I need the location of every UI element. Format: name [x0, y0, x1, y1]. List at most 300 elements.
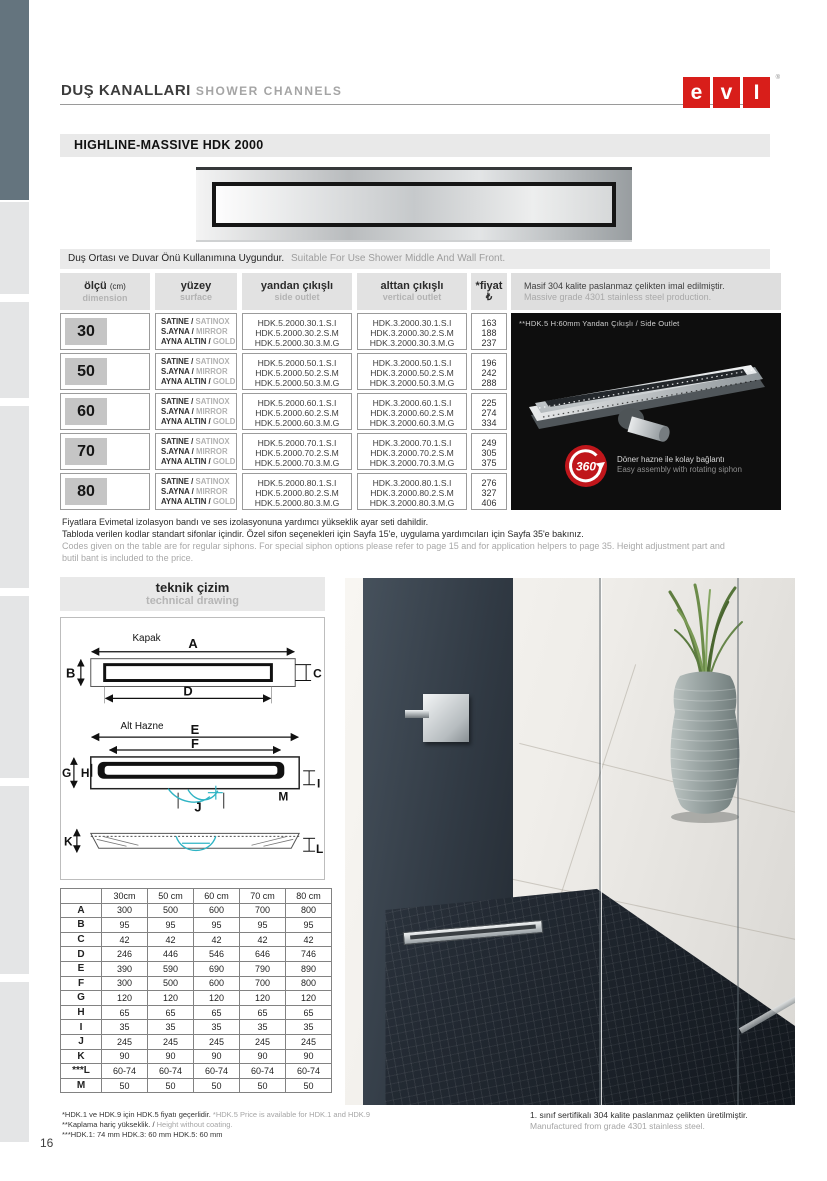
- surface-cell: [155, 353, 237, 390]
- product-code: HDK.5.2000.30.1.S.I: [257, 317, 337, 328]
- surface-line: [161, 397, 236, 407]
- col-side-tr: yandan çıkışlı: [260, 280, 334, 292]
- dim-value: 600: [194, 903, 240, 918]
- surface-cell: [155, 313, 237, 350]
- product-code: HDK.5.2000.50.3.M.G: [254, 377, 340, 388]
- product-code: HDK.3.2000.50.2.S.M: [370, 367, 454, 378]
- surface-name-en: SATINOX: [193, 437, 230, 446]
- footnote-1-en: *HDK.5 Price is available for HDK.1 and HDK.9: [210, 1110, 371, 1119]
- page-title-tr: DUŞ KANALLARI: [61, 82, 191, 99]
- product-code: HDK.5.2000.30.2.S.M: [255, 327, 339, 338]
- price-value: 288: [481, 377, 497, 388]
- dim-value: 42: [148, 932, 194, 947]
- price-value: 334: [481, 417, 497, 428]
- side-outlet-photo-card: [511, 313, 781, 510]
- footnote-2-tr: **Kaplama hariç yükseklik. /: [62, 1120, 155, 1129]
- price-value: 237: [481, 337, 497, 348]
- dim-value: 800: [286, 903, 332, 918]
- price-value: 406: [481, 497, 497, 508]
- price-cell: [471, 393, 507, 430]
- dim-label-c: C: [313, 666, 322, 681]
- left-rail-tab: [0, 302, 29, 398]
- product-row: [60, 473, 507, 510]
- dim-row-label: A: [61, 903, 102, 918]
- dim-value: 50: [102, 1078, 148, 1093]
- badge-caption: [617, 455, 742, 475]
- dim-value: 600: [194, 976, 240, 991]
- dim-value: 50: [194, 1078, 240, 1093]
- dim-value: 60-74: [102, 1064, 148, 1079]
- dim-value: 35: [102, 1020, 148, 1035]
- dim-row: [61, 976, 332, 991]
- surface-name-en: GOLD: [210, 457, 236, 466]
- surface-name-tr: AYNA ALTIN /: [161, 497, 211, 506]
- surface-name-tr: S.AYNA /: [161, 487, 194, 496]
- surface-name-en: MIRROR: [193, 407, 228, 416]
- dim-col-header: 60 cm: [194, 889, 240, 904]
- col-vertical-tr: alttan çıkışlı: [380, 280, 444, 292]
- shower-valve: [423, 694, 469, 742]
- intro-tr: Duş Ortası ve Duvar Önü Kullanımına Uygundur.: [68, 253, 285, 264]
- surface-line: [161, 337, 236, 347]
- dim-value: 90: [286, 1049, 332, 1064]
- dim-row-label: G: [61, 991, 102, 1006]
- dim-value: 746: [286, 947, 332, 962]
- dim-label-a: A: [188, 635, 198, 651]
- price-value: 327: [481, 487, 497, 498]
- surface-name-en: GOLD: [210, 497, 236, 506]
- glass-panel-highlight: [601, 578, 602, 1105]
- registered-mark: ®: [775, 75, 780, 81]
- dim-value: 90: [194, 1049, 240, 1064]
- size-value: 80: [65, 478, 107, 505]
- col-surface-tr: yüzey: [180, 280, 212, 292]
- side-outlet-codes: [242, 433, 352, 470]
- vertical-outlet-codes: [357, 313, 467, 350]
- vertical-outlet-codes: [357, 353, 467, 390]
- size-cell: [60, 393, 150, 430]
- size-cell: [60, 313, 150, 350]
- product-code: HDK.3.2000.60.2.S.M: [370, 407, 454, 418]
- col-vertical-en: vertical outlet: [382, 292, 442, 302]
- surface-name-tr: S.AYNA /: [161, 407, 194, 416]
- surface-line: [161, 437, 236, 447]
- dim-row: [61, 1078, 332, 1093]
- dim-value: 42: [240, 932, 286, 947]
- dim-value: 800: [286, 976, 332, 991]
- surface-name-tr: SATINE /: [161, 397, 194, 406]
- product-code: HDK.3.2000.30.3.M.G: [369, 337, 455, 348]
- section-title: HIGHLINE-MASSIVE HDK 2000: [60, 134, 770, 157]
- dim-row: [61, 918, 332, 933]
- size-value: 60: [65, 398, 107, 425]
- dim-label-f: F: [191, 736, 199, 752]
- surface-line: [161, 457, 236, 467]
- product-code: HDK.5.2000.60.1.S.I: [257, 397, 337, 408]
- rotation-360-badge: [563, 443, 609, 489]
- price-value: 249: [481, 437, 497, 448]
- size-value: 70: [65, 438, 107, 465]
- evi-logo: [683, 75, 780, 108]
- dim-value: 95: [286, 918, 332, 933]
- certificate-note: [530, 1110, 748, 1132]
- product-code: HDK.3.2000.80.2.S.M: [370, 487, 454, 498]
- dim-value: 60-74: [194, 1064, 240, 1079]
- surface-name-en: SATINOX: [193, 317, 230, 326]
- dim-label-k: K: [63, 834, 73, 849]
- surface-name-tr: AYNA ALTIN /: [161, 377, 211, 386]
- dim-value: 42: [286, 932, 332, 947]
- surface-name-tr: AYNA ALTIN /: [161, 337, 211, 346]
- certificate-note-en: Manufactured from grade 4301 stainless steel.: [530, 1121, 705, 1131]
- dim-value: 90: [148, 1049, 194, 1064]
- surface-name-tr: AYNA ALTIN /: [161, 457, 211, 466]
- logo-letter-box: v: [713, 77, 740, 108]
- material-note-en: Massive grade 4301 stainless steel production.: [524, 291, 712, 302]
- surface-line: [161, 367, 236, 377]
- dimension-table: [60, 888, 332, 1093]
- dim-row-label: K: [61, 1049, 102, 1064]
- price-value: 242: [481, 367, 497, 378]
- left-rail-tab: [0, 406, 29, 588]
- dim-value: 700: [240, 976, 286, 991]
- price-notes: [62, 516, 778, 564]
- surface-name-en: SATINOX: [193, 397, 230, 406]
- surface-cell: [155, 393, 237, 430]
- surface-line: [161, 327, 236, 337]
- technical-drawing-svg: [61, 618, 324, 879]
- valve-handle: [405, 710, 429, 718]
- surface-name-en: MIRROR: [193, 447, 228, 456]
- product-code: HDK.3.2000.70.2.S.M: [370, 447, 454, 458]
- size-cell: [60, 433, 150, 470]
- dim-label-g: G: [61, 765, 72, 780]
- dim-row-label: H: [61, 1005, 102, 1020]
- page-number: 16: [40, 1136, 54, 1150]
- size-cell: [60, 353, 150, 390]
- dim-row: [61, 932, 332, 947]
- header-rule: [60, 104, 770, 105]
- material-note: [511, 273, 781, 310]
- dim-value: 95: [102, 918, 148, 933]
- dim-label-i: I: [317, 776, 321, 791]
- col-header-price: [471, 273, 507, 310]
- dim-row: [61, 903, 332, 918]
- cover-label: Kapak: [132, 632, 161, 644]
- dim-value: 500: [148, 976, 194, 991]
- col-dimension-unit: (cm): [109, 281, 126, 291]
- dim-value: 246: [102, 947, 148, 962]
- dim-row-label: J: [61, 1034, 102, 1049]
- badge-value: 360: [575, 459, 597, 474]
- product-code: HDK.3.2000.80.3.M.G: [369, 497, 455, 508]
- surface-name-en: SATINOX: [193, 357, 230, 366]
- col-header-vertical-outlet: [357, 273, 467, 310]
- dim-value: 446: [148, 947, 194, 962]
- dim-row-label: C: [61, 932, 102, 947]
- dim-value: 790: [240, 961, 286, 976]
- dim-value: 90: [240, 1049, 286, 1064]
- note-line: Tabloda verilen kodlar standart sifonlar içindir. Özel sifon seçenekleri için Sayfa 15'e, uygulama yardımcıları için Sayfa 35'e bakınız.: [62, 529, 584, 539]
- dim-row-label: ***L: [61, 1064, 102, 1079]
- product-code: HDK.3.2000.30.1.S.I: [372, 317, 452, 328]
- product-code: HDK.3.2000.60.3.M.G: [369, 417, 455, 428]
- dim-value: 120: [102, 991, 148, 1006]
- dim-value: 95: [194, 918, 240, 933]
- dim-value: 300: [102, 976, 148, 991]
- col-side-en: side outlet: [274, 292, 320, 302]
- dim-col-header: 50 cm: [148, 889, 194, 904]
- dim-value: 35: [194, 1020, 240, 1035]
- dim-value: 95: [240, 918, 286, 933]
- surface-name-tr: SATINE /: [161, 437, 194, 446]
- product-code: HDK.3.2000.50.1.S.I: [372, 357, 452, 368]
- product-row: [60, 313, 507, 350]
- col-price-tr: *fiyat: [475, 279, 503, 292]
- product-code: HDK.5.2000.30.3.M.G: [254, 337, 340, 348]
- price-value: 276: [481, 477, 497, 488]
- dim-value: 65: [240, 1005, 286, 1020]
- dim-value: 65: [102, 1005, 148, 1020]
- product-code: HDK.5.2000.70.2.S.M: [255, 447, 339, 458]
- dim-value: 890: [286, 961, 332, 976]
- dim-value: 65: [148, 1005, 194, 1020]
- surface-line: [161, 477, 236, 487]
- surface-name-tr: SATINE /: [161, 317, 194, 326]
- product-code: HDK.3.2000.70.1.S.I: [372, 437, 452, 448]
- intro-strip: [60, 249, 770, 269]
- product-code: HDK.5.2000.50.1.S.I: [257, 357, 337, 368]
- price-cell: [471, 433, 507, 470]
- note-line: Codes given on the table are for regular siphons. For special siphon options please refer to page 15 and for application helpers to page 35. Height adjustment part and: [62, 541, 725, 551]
- col-dimension-tr: ölçü: [84, 279, 110, 292]
- dim-row-label: F: [61, 976, 102, 991]
- product-code: HDK.5.2000.60.3.M.G: [254, 417, 340, 428]
- dim-label-d: D: [183, 683, 193, 699]
- dim-value: 120: [286, 991, 332, 1006]
- surface-name-tr: S.AYNA /: [161, 367, 194, 376]
- size-value: 50: [65, 358, 107, 385]
- dim-value: 120: [148, 991, 194, 1006]
- dim-value: 35: [240, 1020, 286, 1035]
- dim-row-label: M: [61, 1078, 102, 1093]
- dim-row: [61, 1005, 332, 1020]
- surface-cell: [155, 433, 237, 470]
- dim-value: 245: [148, 1034, 194, 1049]
- dim-value: 245: [286, 1034, 332, 1049]
- surface-cell: [155, 473, 237, 510]
- technical-drawing: [60, 617, 325, 880]
- dim-value: 35: [286, 1020, 332, 1035]
- side-outlet-codes: [242, 393, 352, 430]
- dim-value: 50: [286, 1078, 332, 1093]
- product-row: [60, 353, 507, 390]
- price-value: 375: [481, 457, 497, 468]
- plant-vase: [640, 580, 770, 830]
- dim-value: 690: [194, 961, 240, 976]
- surface-name-en: SATINOX: [193, 477, 230, 486]
- shower-photo: [345, 578, 795, 1105]
- size-cell: [60, 473, 150, 510]
- surface-line: [161, 447, 236, 457]
- grass-plant: [670, 585, 742, 680]
- surface-line: [161, 377, 236, 387]
- product-row: [60, 433, 507, 470]
- vertical-outlet-codes: [357, 473, 467, 510]
- dim-row-label: D: [61, 947, 102, 962]
- certificate-note-tr: 1. sınıf sertifikalı 304 kalite paslanmaz çelikten üretilmiştir.: [530, 1110, 748, 1120]
- page-title-en: SHOWER CHANNELS: [195, 84, 343, 98]
- surface-name-tr: SATINE /: [161, 357, 194, 366]
- dim-value: 95: [148, 918, 194, 933]
- price-value: 163: [481, 317, 497, 328]
- dim-row: [61, 961, 332, 976]
- product-code: HDK.3.2000.70.3.M.G: [369, 457, 455, 468]
- surface-name-en: GOLD: [210, 337, 236, 346]
- product-code: HDK.5.2000.50.2.S.M: [255, 367, 339, 378]
- dim-row: [61, 991, 332, 1006]
- glass-panel-edge: [737, 578, 739, 1105]
- product-hero-cover: [212, 182, 616, 227]
- dim-row: [61, 1064, 332, 1079]
- dim-value: 60-74: [148, 1064, 194, 1079]
- left-rail-tab: [0, 786, 29, 974]
- product-code: HDK.3.2000.60.1.S.I: [372, 397, 452, 408]
- dim-value: 245: [194, 1034, 240, 1049]
- left-rail-tab: [0, 596, 29, 778]
- dim-label-e: E: [190, 722, 200, 738]
- price-cell: [471, 353, 507, 390]
- note-line: butil bant is included to the price.: [62, 553, 194, 563]
- surface-name-tr: SATINE /: [161, 477, 194, 486]
- dim-header-row: [61, 889, 332, 904]
- dim-value: 42: [194, 932, 240, 947]
- technical-title-tr: teknik çizim: [155, 579, 230, 595]
- channel-render: [519, 337, 773, 447]
- surface-line: [161, 417, 236, 427]
- dim-label-m: M: [278, 789, 289, 804]
- price-cell: [471, 473, 507, 510]
- dim-value: 245: [240, 1034, 286, 1049]
- surface-name-en: MIRROR: [193, 487, 228, 496]
- footnotes: [62, 1110, 370, 1140]
- surface-name-tr: AYNA ALTIN /: [161, 417, 211, 426]
- note-line: Fiyatlara Evimetal izolasyon bandı ve ses izolasyonuna yardımcı yükseklik ayar seti dahildir.: [62, 517, 429, 527]
- dim-value: 65: [194, 1005, 240, 1020]
- price-value: 196: [481, 357, 497, 368]
- dim-value: 300: [102, 903, 148, 918]
- left-rail-tab: [0, 202, 29, 294]
- price-value: 225: [481, 397, 497, 408]
- left-rail-accent: [0, 0, 29, 200]
- technical-title-en: technical drawing: [146, 594, 239, 607]
- dim-value: 245: [102, 1034, 148, 1049]
- product-code: HDK.5.2000.80.2.S.M: [255, 487, 339, 498]
- product-code: HDK.5.2000.80.3.M.G: [254, 497, 340, 508]
- dim-corner: [61, 889, 102, 904]
- dim-value: 50: [148, 1078, 194, 1093]
- product-code: HDK.5.2000.70.1.S.I: [257, 437, 337, 448]
- material-note-tr: Masif 304 kalite paslanmaz çelikten imal edilmiştir.: [524, 280, 725, 291]
- dim-value: 700: [240, 903, 286, 918]
- side-outlet-codes: [242, 313, 352, 350]
- dim-value: 646: [240, 947, 286, 962]
- base-label: Alt Hazne: [120, 721, 164, 733]
- dim-row: [61, 1034, 332, 1049]
- product-code: HDK.3.2000.30.2.S.M: [370, 327, 454, 338]
- col-dimension-en: dimension: [82, 292, 128, 303]
- product-code: HDK.5.2000.70.3.M.G: [254, 457, 340, 468]
- surface-name-tr: S.AYNA /: [161, 327, 194, 336]
- photo-card-caption: **HDK.5 H:60mm Yandan Çıkışlı / Side Outlet: [519, 319, 680, 328]
- dim-value: 120: [240, 991, 286, 1006]
- surface-line: [161, 407, 236, 417]
- product-row: [60, 393, 507, 430]
- dim-value: 42: [102, 932, 148, 947]
- dim-label-j: J: [194, 799, 202, 815]
- vertical-outlet-codes: [357, 393, 467, 430]
- product-code: HDK.3.2000.80.1.S.I: [372, 477, 452, 488]
- side-outlet-codes: [242, 353, 352, 390]
- dim-value: 500: [148, 903, 194, 918]
- col-header-dimension: [60, 273, 150, 310]
- logo-letter-box: e: [683, 77, 710, 108]
- dim-value: 60-74: [240, 1064, 286, 1079]
- surface-line: [161, 487, 236, 497]
- dim-value: 120: [194, 991, 240, 1006]
- dim-col-header: 30cm: [102, 889, 148, 904]
- page-header: [61, 82, 342, 100]
- price-cell: [471, 313, 507, 350]
- surface-line: [161, 357, 236, 367]
- footnote-2-en: Height without coating.: [154, 1120, 233, 1129]
- floor-grout-line: [555, 664, 636, 912]
- dim-value: 60-74: [286, 1064, 332, 1079]
- dim-label-h: H: [80, 765, 90, 780]
- price-value: 305: [481, 447, 497, 458]
- surface-name-en: GOLD: [210, 417, 236, 426]
- dim-col-header: 80 cm: [286, 889, 332, 904]
- product-hero-image: [196, 167, 632, 242]
- product-code: HDK.5.2000.80.1.S.I: [257, 477, 337, 488]
- dim-label-b: B: [65, 665, 76, 681]
- dim-label-l: L: [316, 842, 324, 857]
- surface-name-en: GOLD: [210, 377, 236, 386]
- dim-row-label: E: [61, 961, 102, 976]
- intro-en: Suitable For Use Shower Middle And Wall Front.: [291, 253, 506, 264]
- surface-name-tr: S.AYNA /: [161, 447, 194, 456]
- dim-value: 390: [102, 961, 148, 976]
- logo-letter-box: I: [743, 77, 770, 108]
- dim-value: 590: [148, 961, 194, 976]
- dim-value: 65: [286, 1005, 332, 1020]
- badge-caption-tr: Döner hazne ile kolay bağlantı: [617, 455, 725, 464]
- surface-name-en: MIRROR: [193, 327, 228, 336]
- side-outlet-codes: [242, 473, 352, 510]
- product-code: HDK.5.2000.60.2.S.M: [255, 407, 339, 418]
- technical-drawing-title: [60, 577, 325, 611]
- lira-symbol: ₺: [485, 291, 493, 303]
- badge-caption-en: Easy assembly with rotating siphon: [617, 465, 742, 474]
- dim-value: 90: [102, 1049, 148, 1064]
- surface-line: [161, 317, 236, 327]
- dim-value: 50: [240, 1078, 286, 1093]
- dim-value: 546: [194, 947, 240, 962]
- dim-value: 35: [148, 1020, 194, 1035]
- left-rail-tab: [0, 982, 29, 1142]
- dim-col-header: 70 cm: [240, 889, 286, 904]
- vertical-outlet-codes: [357, 433, 467, 470]
